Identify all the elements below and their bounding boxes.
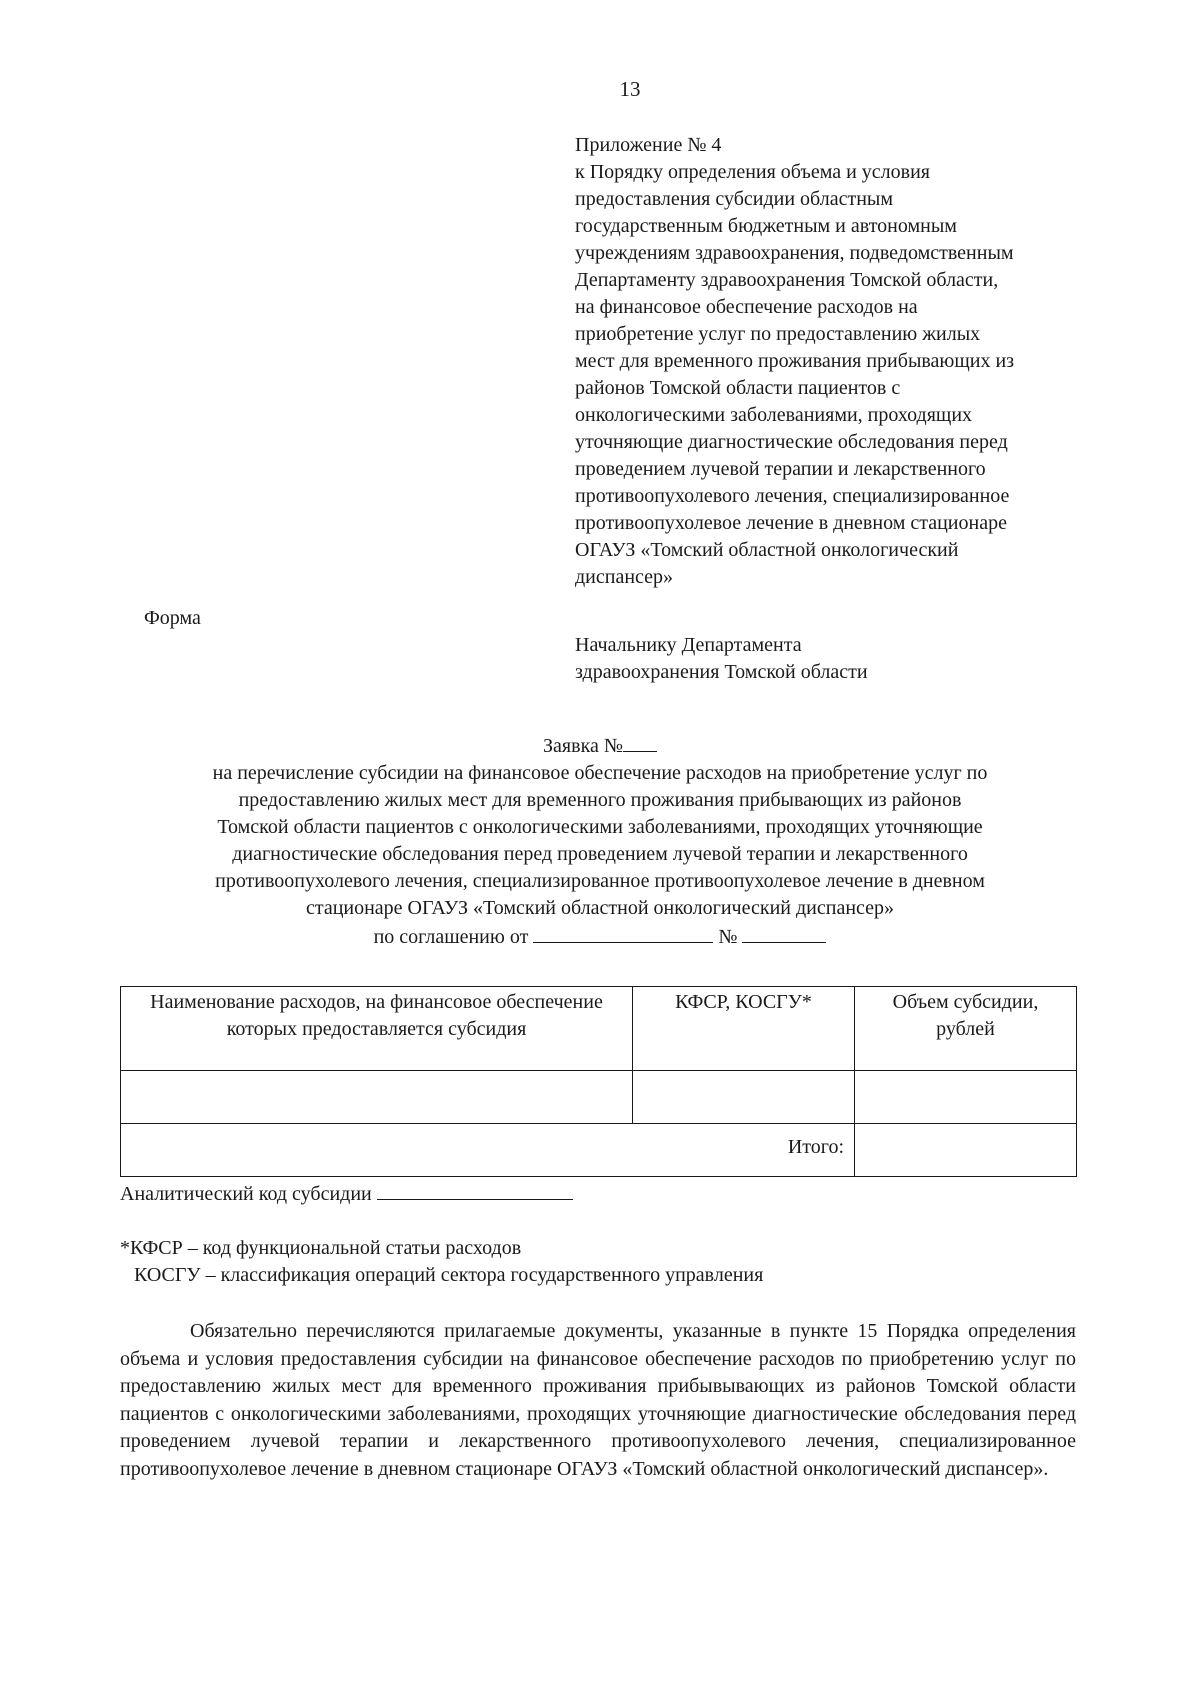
appendix-line: на финансовое обеспечение расходов на	[575, 296, 918, 318]
appendix-line: учреждениям здравоохранения, подведомственным	[575, 242, 1014, 264]
appendix-line: районов Томской области пациентов с	[575, 377, 901, 399]
agreement-prefix: по соглашению от	[373, 926, 529, 948]
appendix-line: проведением лучевой терапии и лекарственного	[575, 458, 986, 480]
appendix-line: мест для временного проживания прибывающих из	[575, 350, 1015, 372]
table-cell[interactable]	[121, 1071, 633, 1124]
appendix-line: онкологическими заболеваниями, проходящих	[575, 404, 973, 426]
agreement-number-sign: №	[718, 926, 738, 948]
appendix-line: диспансер»	[575, 566, 674, 588]
appendix-header	[575, 132, 1115, 591]
table-cell[interactable]	[855, 1071, 1077, 1124]
page-number: 13	[619, 77, 641, 101]
addressee-line: здравоохранения Томской области	[575, 661, 868, 683]
documents-paragraph: Обязательно перечисляются прилагаемые документы, указанные в пункте 15 Порядка определения объема и условия предоставления субсидии на финансовое обеспечение расходов по приобретению услуг по предоставлению жилых мест для временного проживания прибывывающих из районов Томской области пациентов с онкологическими заболеваниями, проходящих уточняющие диагностические обследования перед проведением лучевой терапии и лекарственного противоопухолевого лечения, специализированное противоопухолевое лечение в дневном стационаре ОГАУЗ «Томский областной онкологический диспансер».	[120, 1320, 1076, 1480]
appendix-line: предоставления субсидии областным	[575, 188, 894, 210]
footnote-kosgu: КОСГУ – классификация операций сектора государственного управления	[134, 1264, 764, 1286]
total-value-cell[interactable]	[855, 1124, 1077, 1177]
appendix-line: к Порядку определения объема и условия	[575, 161, 930, 183]
request-title-block	[110, 731, 1090, 951]
table-header-cell: Объем субсидии, рублей	[855, 987, 1077, 1071]
request-line: противоопухолевого лечения, специализированное противоопухолевое лечение в дневном	[215, 870, 985, 892]
appendix-line: Приложение № 4	[575, 134, 722, 156]
appendix-line: уточняющие диагностические обследования перед	[575, 431, 1008, 453]
table-header-row	[121, 987, 1077, 1071]
request-line: на перечисление субсидии на финансовое обеспечение расходов на приобретение услуг по	[212, 762, 988, 784]
request-line: Томской области пациентов с онкологическими заболеваниями, проходящих уточняющие	[217, 816, 983, 838]
agreement-date-blank[interactable]	[533, 922, 713, 943]
appendix-line: Департаменту здравоохранения Томской области,	[575, 269, 999, 291]
request-number-blank[interactable]	[623, 731, 657, 752]
table-row	[121, 1071, 1077, 1124]
analytic-code-label: Аналитический код субсидии	[120, 1183, 372, 1205]
footnote-kfsr: *КФСР – код функциональной статьи расходов	[120, 1237, 522, 1259]
request-line: предоставлению жилых мест для временного проживания прибывающих из районов	[238, 789, 962, 811]
footnotes	[120, 1235, 1080, 1289]
appendix-line: ОГАУЗ «Томский областной онкологический	[575, 539, 959, 561]
table-header-cell: Наименование расходов, на финансовое обеспечение которых предоставляется субсидия	[121, 987, 633, 1071]
total-label: Итого:	[121, 1124, 855, 1177]
appendix-line: приобретение услуг по предоставлению жилых	[575, 323, 981, 345]
request-line: диагностические обследования перед проведением лучевой терапии и лекарственного	[232, 843, 968, 865]
table-total-row	[121, 1124, 1077, 1177]
appendix-line: противоопухолевое лечение в дневном стационаре	[575, 512, 1007, 534]
agreement-number-blank[interactable]	[742, 922, 826, 943]
request-line: стационаре ОГАУЗ «Томский областной онкологический диспансер»	[305, 897, 895, 919]
addressee-line: Начальнику Департамента	[575, 634, 802, 656]
form-label: Форма	[144, 607, 201, 629]
request-title	[110, 731, 1090, 760]
appendix-line: противоопухолевого лечения, специализированное	[575, 485, 1010, 507]
addressee-block	[575, 632, 1115, 686]
analytic-code-line	[120, 1179, 573, 1208]
request-title-text: Заявка №	[543, 735, 623, 757]
table-header-cell: КФСР, КОСГУ*	[633, 987, 855, 1071]
subsidy-table	[120, 986, 1077, 1177]
appendix-line: государственным бюджетным и автономным	[575, 215, 957, 237]
analytic-code-blank[interactable]	[377, 1179, 573, 1200]
table-cell[interactable]	[633, 1071, 855, 1124]
agreement-line	[110, 922, 1090, 951]
